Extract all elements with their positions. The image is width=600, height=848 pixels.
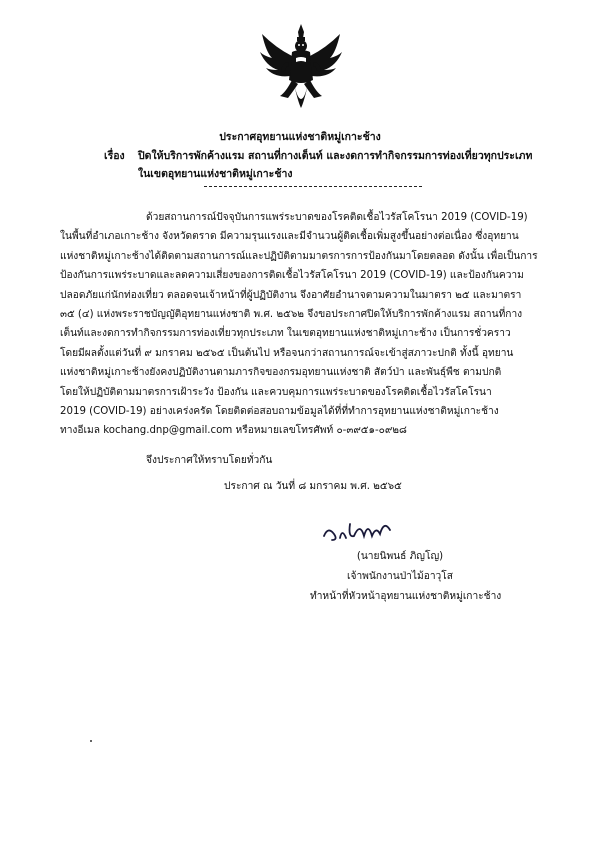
body-line: ด้วยสถานการณ์ปัจจุบันการแพร่ระบาดของโรคติดเชื้อไวรัสโคโรนา 2019 (COVID-19): [146, 212, 528, 223]
announcement-title: ประกาศอุทยานแห่งชาติหมู่เกาะช้าง: [219, 131, 381, 143]
body-line: ป้องกันการแพร่ระบาดและลดความเสี่ยงของการติดเชื้อไวรัสโคโรนา 2019 (COVID-19) และป้องกันความ: [60, 270, 524, 282]
body-line: ๓๕ (๔) แห่งพระราชบัญญัติอุทยานแห่งชาติ พ.ศ. ๒๕๖๒ จึงขอประกาศปิดให้บริการพักค้างแรม สถานที่กาง: [60, 309, 523, 321]
body-line: แห่งชาติหมู่เกาะช้างยังคงปฏิบัติงานตามภารกิจของกรมอุทยานแห่งชาติ สัตว์ป่า และพันธุ์พืช ตามปกติ: [60, 367, 502, 379]
dated-line: ประกาศ ณ วันที่ ๘ มกราคม พ.ศ. ๒๕๖๕: [224, 481, 402, 492]
body-line: แห่งชาติหมู่เกาะช้างได้ติดตามสถานการณ์และปฏิบัติตามมาตรการการป้องกันมาโดยตลอด ดังนั้น เพื่อเป็นการ: [60, 250, 538, 262]
body-line: โดยให้ปฏิบัติตามมาตรการเฝ้าระวัง ป้องกัน และควบคุมการแพร่ระบาดของโรคติดเชื้อไวรัสโคโรนา: [60, 386, 492, 398]
handwritten-signature-icon: [320, 516, 400, 546]
subject-line-2: ในเขตอุทยานแห่งชาติหมู่เกาะช้าง: [138, 168, 293, 180]
body-line: ทางอีเมล kochang.dnp@gmail.com หรือหมายเลขโทรศัพท์ ๐-๓๙๕๑-๐๙๒๘: [60, 425, 407, 437]
subject: [104, 147, 574, 183]
body-line: ปลอดภัยแก่นักท่องเที่ยว ตลอดจนเจ้าหน้าที่ผู้ปฏิบัติงาน จึงอาศัยอำนาจตามความในมาตรา ๒๕ และมาตรา: [60, 289, 522, 301]
signer-acting: ทำหน้าที่หัวหน้าอุทยานแห่งชาติหมู่เกาะช้าง: [310, 591, 502, 602]
signer-name: (นายนิพนธ์ ภิญโญ): [356, 551, 444, 562]
body-line: โดยมีผลตั้งแต่วันที่ ๙ มกราคม ๒๕๖๕ เป็นต้นไป หรือจนกว่าสถานการณ์จะเข้าสู่สภาวะปกติ ทั้งนี้ อุทยาน: [60, 347, 514, 359]
stray-mark: [90, 740, 92, 742]
body-line: เต็นท์และงดการทำกิจกรรมการท่องเที่ยวทุกประเภท ในเขตอุทยานแห่งชาติหมู่เกาะช้าง เป็นการชั่วคราว: [60, 328, 511, 340]
dashed-divider: [204, 186, 422, 187]
body-line: 2019 (COVID-19) อย่างเคร่งครัด โดยติดต่อสอบถามข้อมูลได้ที่ที่ทำการอุทยานแห่งชาติหมู่เกาะช้าง: [60, 406, 499, 418]
body-line: ในพื้นที่อำเภอเกาะช้าง จังหวัดตราด มีความรุนแรงและมีจำนวนผู้ติดเชื้อเพิ่มสูงขึ้นอย่างต่อเนื่อง ซึ่งอุทยาน: [60, 231, 519, 243]
subject-label: เรื่อง: [104, 150, 125, 162]
garuda-emblem-icon: [258, 22, 344, 118]
closing-line: จึงประกาศให้ทราบโดยทั่วกัน: [146, 455, 273, 466]
subject-line-1: ปิดให้บริการพักค้างแรม สถานที่กางเต็นท์ และงดการทำกิจกรรมการท่องเที่ยวทุกประเภท: [138, 150, 533, 162]
body-paragraph: [60, 208, 556, 441]
signer-position: เจ้าพนักงานป่าไม้อาวุโส: [347, 571, 453, 582]
